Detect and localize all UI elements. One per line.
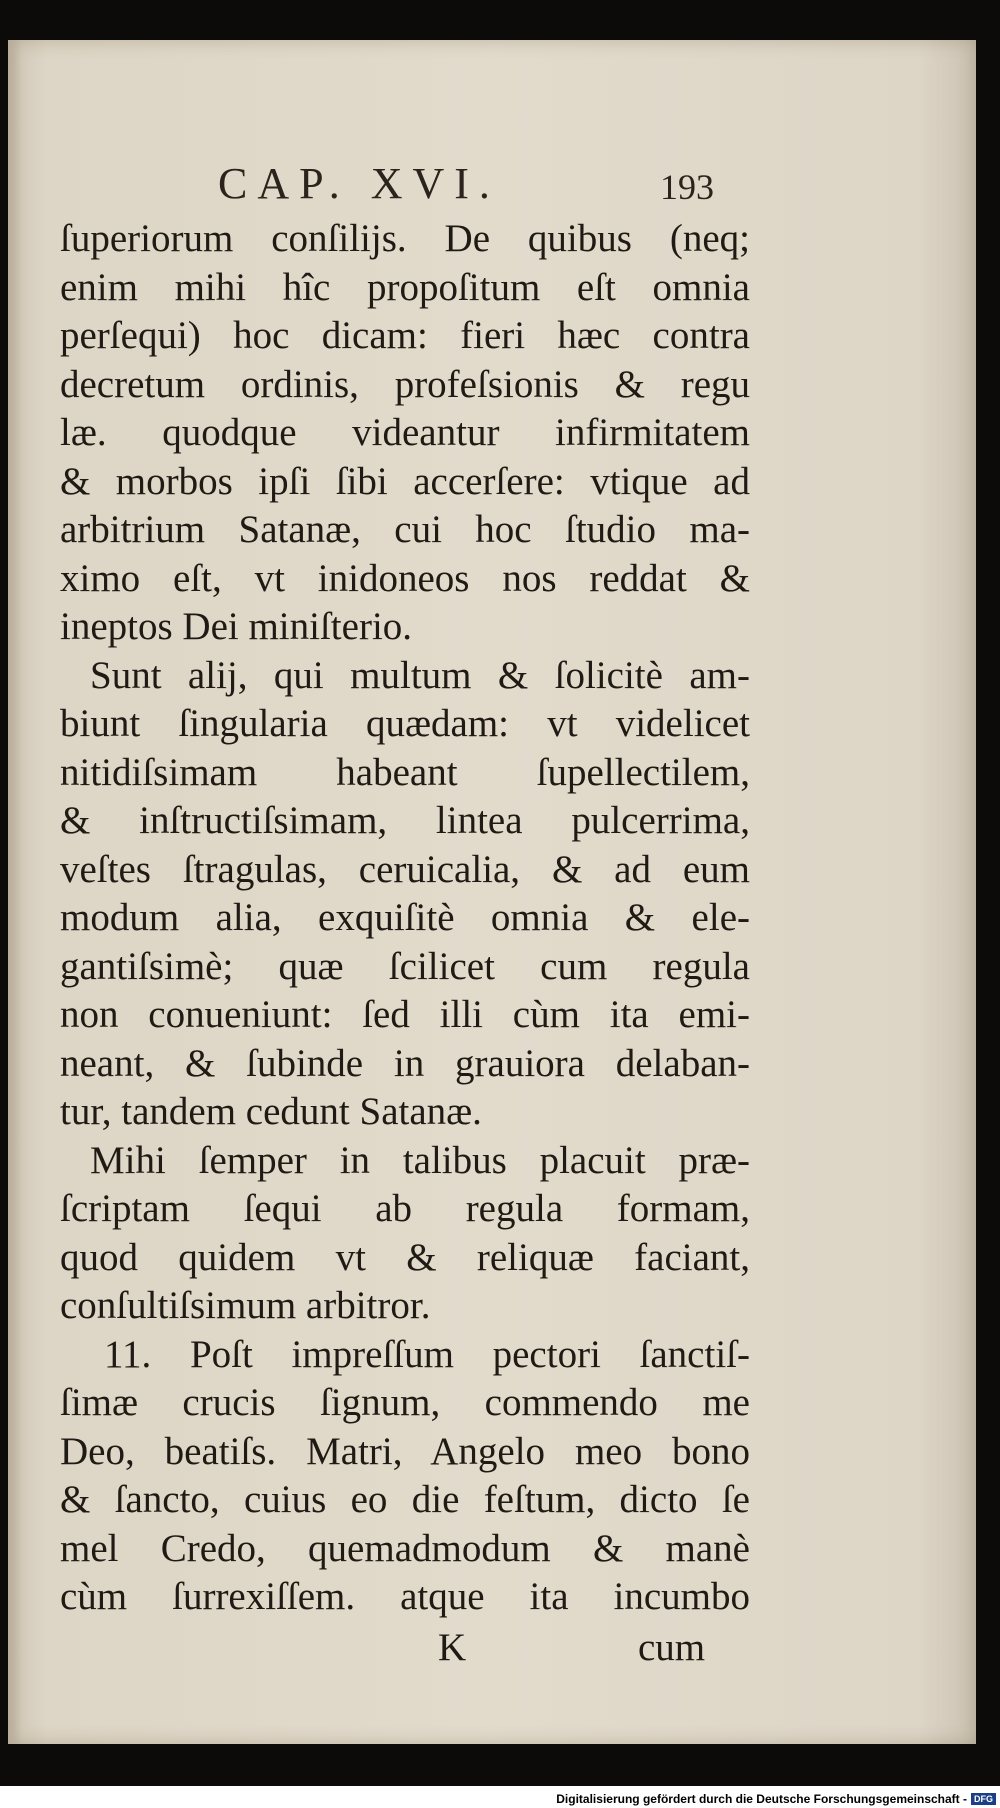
text-line: ſuperiorum conſilijs. De quibus (neq; [60,217,750,260]
text-line: læ. quodque videantur infirmitatem [60,411,750,454]
text-line: & inſtructiſsimam, lintea pulcerrima, [60,799,750,842]
text-line: mel Credo, quemadmodum & manè [60,1526,750,1570]
text-line: biunt ſingularia quædam: vt videlicet [60,702,750,745]
text-line: non conueniunt: ſed illi cùm ita emi- [60,993,750,1036]
text-line: conſultiſsimum arbitror. [60,1284,431,1327]
text-line: perſequi) hoc dicam: fieri hæc contra [60,314,750,357]
catch-line [60,1622,750,1674]
text-line: enim mihi hîc propoſitum eſt omnia [60,265,750,309]
text-line: ximo eſt, vt inidoneos nos reddat & [60,556,750,600]
paragraph-start-line: Mihi ſemper in talibus placuit præ- [90,1138,750,1182]
catchword: cum [638,1625,706,1669]
paragraph-start-line: 11. Poſt impreſſum pectori ſanctiſ- [104,1332,750,1376]
text-line: tur, tandem cedunt Satanæ. [60,1090,482,1133]
text-line: cùm ſurrexiſſem. atque ita incumbo [60,1575,750,1618]
credit-text: Digitalisierung gefördert durch die Deutsche Forschungsgemeinschaft - [556,1792,967,1806]
text-line: & ſancto, cuius eo die feſtum, dicto ſe [60,1478,750,1521]
text-line: veſtes ſtragulas, ceruicalia, & ad eum [60,847,750,891]
text-line: ſcriptam ſequi ab regula formam, [60,1187,750,1230]
text-line: modum alia, exquiſitè omnia & ele- [60,896,750,939]
book-page [8,40,976,1744]
text-line: arbitrium Satanæ, cui hoc ſtudio ma- [60,508,750,551]
dfg-logo-icon: DFG [971,1793,996,1805]
page-number: 193 [660,167,714,207]
text-line: gantiſsimè; quæ ſcilicet cum regula [60,944,750,988]
text-line: neant, & ſubinde in grauiora delaban- [60,1041,750,1085]
text-line: quod quidem vt & reliquæ faciant, [60,1235,750,1279]
running-head: CAP. XVI. [218,159,500,208]
text-line: ſimæ crucis ſignum, commendo me [60,1381,750,1424]
text-line: Deo, beatiſs. Matri, Angelo meo bono [60,1429,750,1473]
body-text [60,215,750,1674]
text-line: nitidiſsimam habeant ſupellectilem, [60,750,750,794]
signature-mark: K [438,1625,467,1669]
paragraph-start-line: Sunt alij, qui multum & ſolicitè am- [90,653,750,697]
text-line: decretum ordinis, profeſsionis & regu [60,362,750,406]
text-line: & morbos ipſi ſibi accerſere: vtique ad [60,459,750,503]
digitization-credit [556,1792,996,1806]
text-line: ineptos Dei miniſterio. [60,605,413,648]
